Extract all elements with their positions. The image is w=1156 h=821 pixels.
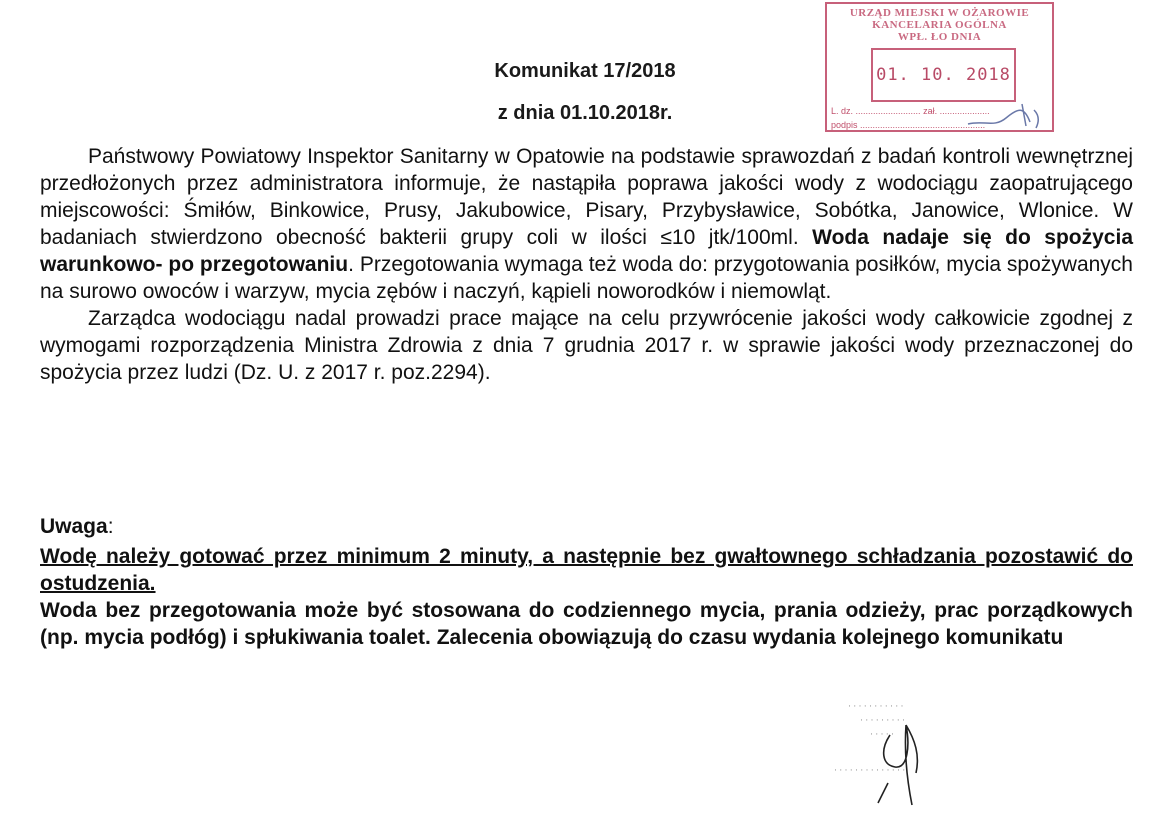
document-body [40,143,1133,386]
document-title: Komunikat 17/2018 [494,60,676,82]
document-date: z dnia 01.10.2018r. [497,102,673,124]
note-underlined-instruction: Wodę należy gotować przez minimum 2 minuty, a następnie bez gwałtownego schładzania pozostawić do ostudzenia. [40,545,1133,595]
stamp-received-label: WPŁ. ŁO DNIA [897,31,982,43]
signature-block: · · · · · · · · · · · · · · · · · · · · · · · · · · · · · · · · · · · · · · · [820,695,1020,815]
body-paragraph-2: Zarządca wodociągu nadal prowadzi prace mające na celu przywrócenie jakości wody całkowicie zgodnej z wymogami rozporządzenia Ministra Zdrowia z dnia 7 grudnia 2017 r. w sprawie jakości wody przeznaczonej do spożycia przez ludzi (Dz. U. z 2017 r. poz.2294). [40,307,1133,384]
stamp-date: 01. 10. 2018 [876,65,1011,85]
stamp-department: KANCELARIA OGÓLNA [872,19,1007,31]
body-paragraph-1: Państwowy Powiatowy Inspektor Sanitarny w Opatowie na podstawie sprawozdań z badań kontroli wewnętrznej przedłożonych przez administratora informuje, że nastąpiła poprawa jakości wody z wodociągu zaopatrującego miejscowości: Śmiłów, Binkowice, Prusy, Jakubowice, Pisary, Przybysławice, Sobótka, Janowice, Wlonice. W badaniach stwierdzono obecność bakterii grupy coli w ilości ≤10 jtk/100ml. Woda nadaje się do spożycia warunkowo- po przegotowaniu. Przegotowania wymaga też woda do: przygotowania posiłków, mycia spożywanych na surowo owoców i warzyw, mycia zębów i naczyń, kąpieli noworodków i niemowląt. [40,145,1133,303]
stamp-ldz-row: L. dz. .......................... zał. .................... [831,106,990,116]
note-bold-instruction: Woda bez przegotowania może być stosowana do codziennego mycia, prania odzieży, prac porządkowych (np. mycia podłóg) i spłukiwania toalet. Zalecenia obowiązują do czasu wydania kolejnego komunikatu [40,599,1133,649]
stamp-podpis-label: podpis [831,120,858,130]
stamp-ldz-label: L. dz. [831,106,854,116]
stamp-header [827,4,1052,43]
stamp-office: URZĄD MIEJSKI W OŻAROWIE [849,7,1030,19]
stamp-podpis-row: podpis .................................................. [831,120,986,130]
stamp-signature-scribble [964,100,1044,132]
stamp-zal-label: zał. [923,106,938,116]
registry-stamp [825,2,1054,132]
handwritten-signature [820,695,1020,815]
note-label: Uwaga [40,515,108,538]
stamp-date-box [871,48,1016,102]
body-emphasis: Woda nadaje się do spożycia warunkowo- po przegotowaniu [40,226,1133,276]
warning-note: Uwaga: Wodę należy gotować przez minimum 2 minuty, a następnie bez gwałtownego schładzania pozostawić do ostudzenia. Woda bez przegotowania może być stosowana do codziennego mycia, prania odzieży, prac porządkowych (np. mycia podłóg) i spłukiwania toalet. Zalecenia obowiązują do czasu wydania kolejnego komunikatu [40,515,1133,649]
